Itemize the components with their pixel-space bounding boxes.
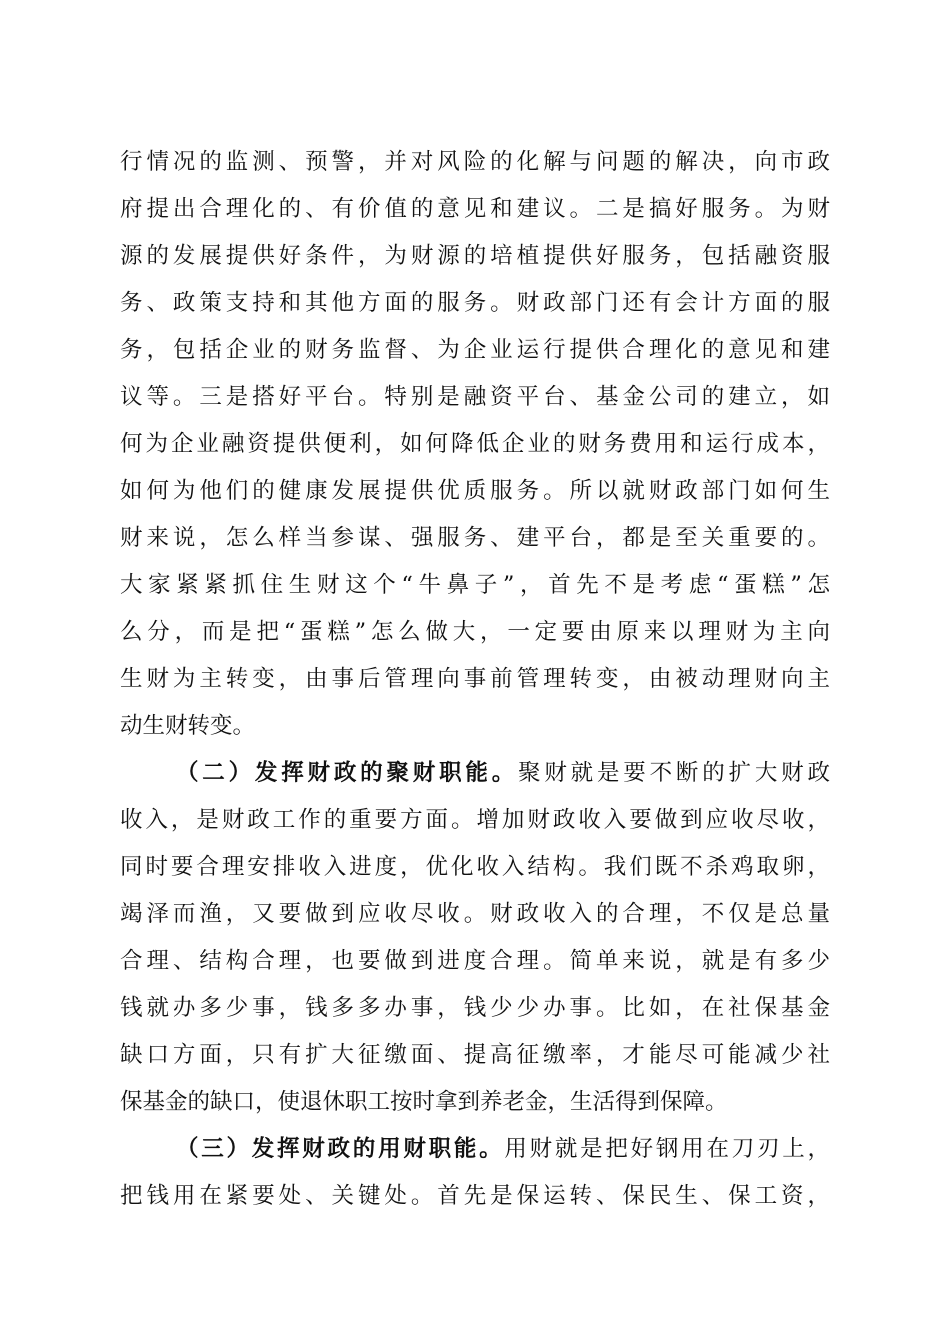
paragraph-2-line-3: 同时要合理安排收入进度，优化收入结构。我们既不杀鸡取卵， [120,854,830,880]
paragraph-1-line-13: 动生财转变。 [120,713,256,739]
paragraph-2-line-5: 合理、结构合理，也要做到进度合理。简单来说，就是有多少 [120,948,830,974]
paragraph-2-first-line [176,753,830,793]
paragraph-1-line-12: 生财为主转变，由事后管理向事前管理转变，由被动理财向主 [120,666,830,692]
paragraph-1-line-2: 府提出合理化的、有价值的意见和建议。二是搞好服务。为财 [120,196,830,222]
section-heading-3: （三）发挥财政的用财职能。 [176,1136,505,1162]
paragraph-3-line-2: 把钱用在紧要处、关键处。首先是保运转、保民生、保工资， [120,1183,830,1209]
paragraph-2-line-6: 钱就办多少事，钱多多办事，钱少少办事。比如，在社保基金 [120,995,830,1021]
paragraph-2-line-7: 缺口方面，只有扩大征缴面、提高征缴率，才能尽可能减少社 [120,1042,830,1068]
paragraph-1-line-7: 何为企业融资提供便利，如何降低企业的财务费用和运行成本， [120,431,830,457]
paragraph-2-first-line-text: 聚财就是要不断的扩大财政 [518,760,830,786]
section-heading-2: （二）发挥财政的聚财职能。 [176,760,519,786]
paragraph-3-first-line-text: 用财就是把好钢用在刀刃上， [504,1136,830,1162]
paragraph-1-line-6: 议等。三是搭好平台。特别是融资平台、基金公司的建立，如 [120,384,830,410]
paragraph-2-line-2: 收入，是财政工作的重要方面。增加财政收入要做到应收尽收， [120,807,830,833]
paragraph-1-line-3: 源的发展提供好条件，为财源的培植提供好服务，包括融资服 [120,243,830,269]
paragraph-2-line-4: 竭泽而渔，又要做到应收尽收。财政收入的合理，不仅是总量 [120,901,830,927]
paragraph-1-line-4: 务、政策支持和其他方面的服务。财政部门还有会计方面的服 [120,290,830,316]
paragraph-3-first-line [176,1129,830,1169]
paragraph-1-line-1: 行情况的监测、预警，并对风险的化解与问题的解决，向市政 [120,149,830,175]
paragraph-1-line-10: 大家紧紧抓住生财这个“牛鼻子”，首先不是考虑“蛋糕”怎 [120,572,830,598]
paragraph-1-line-5: 务，包括企业的财务监督、为企业运行提供合理化的意见和建 [120,337,830,363]
paragraph-1-line-8: 如何为他们的健康发展提供优质服务。所以就财政部门如何生 [120,478,830,504]
paragraph-1-line-9: 财来说，怎么样当参谋、强服务、建平台，都是至关重要的。 [120,525,830,551]
paragraph-1-line-11: 么分，而是把“蛋糕”怎么做大，一定要由原来以理财为主向 [120,619,830,645]
paragraph-2-line-8: 保基金的缺口，使退休职工按时拿到养老金，生活得到保障。 [120,1089,728,1115]
